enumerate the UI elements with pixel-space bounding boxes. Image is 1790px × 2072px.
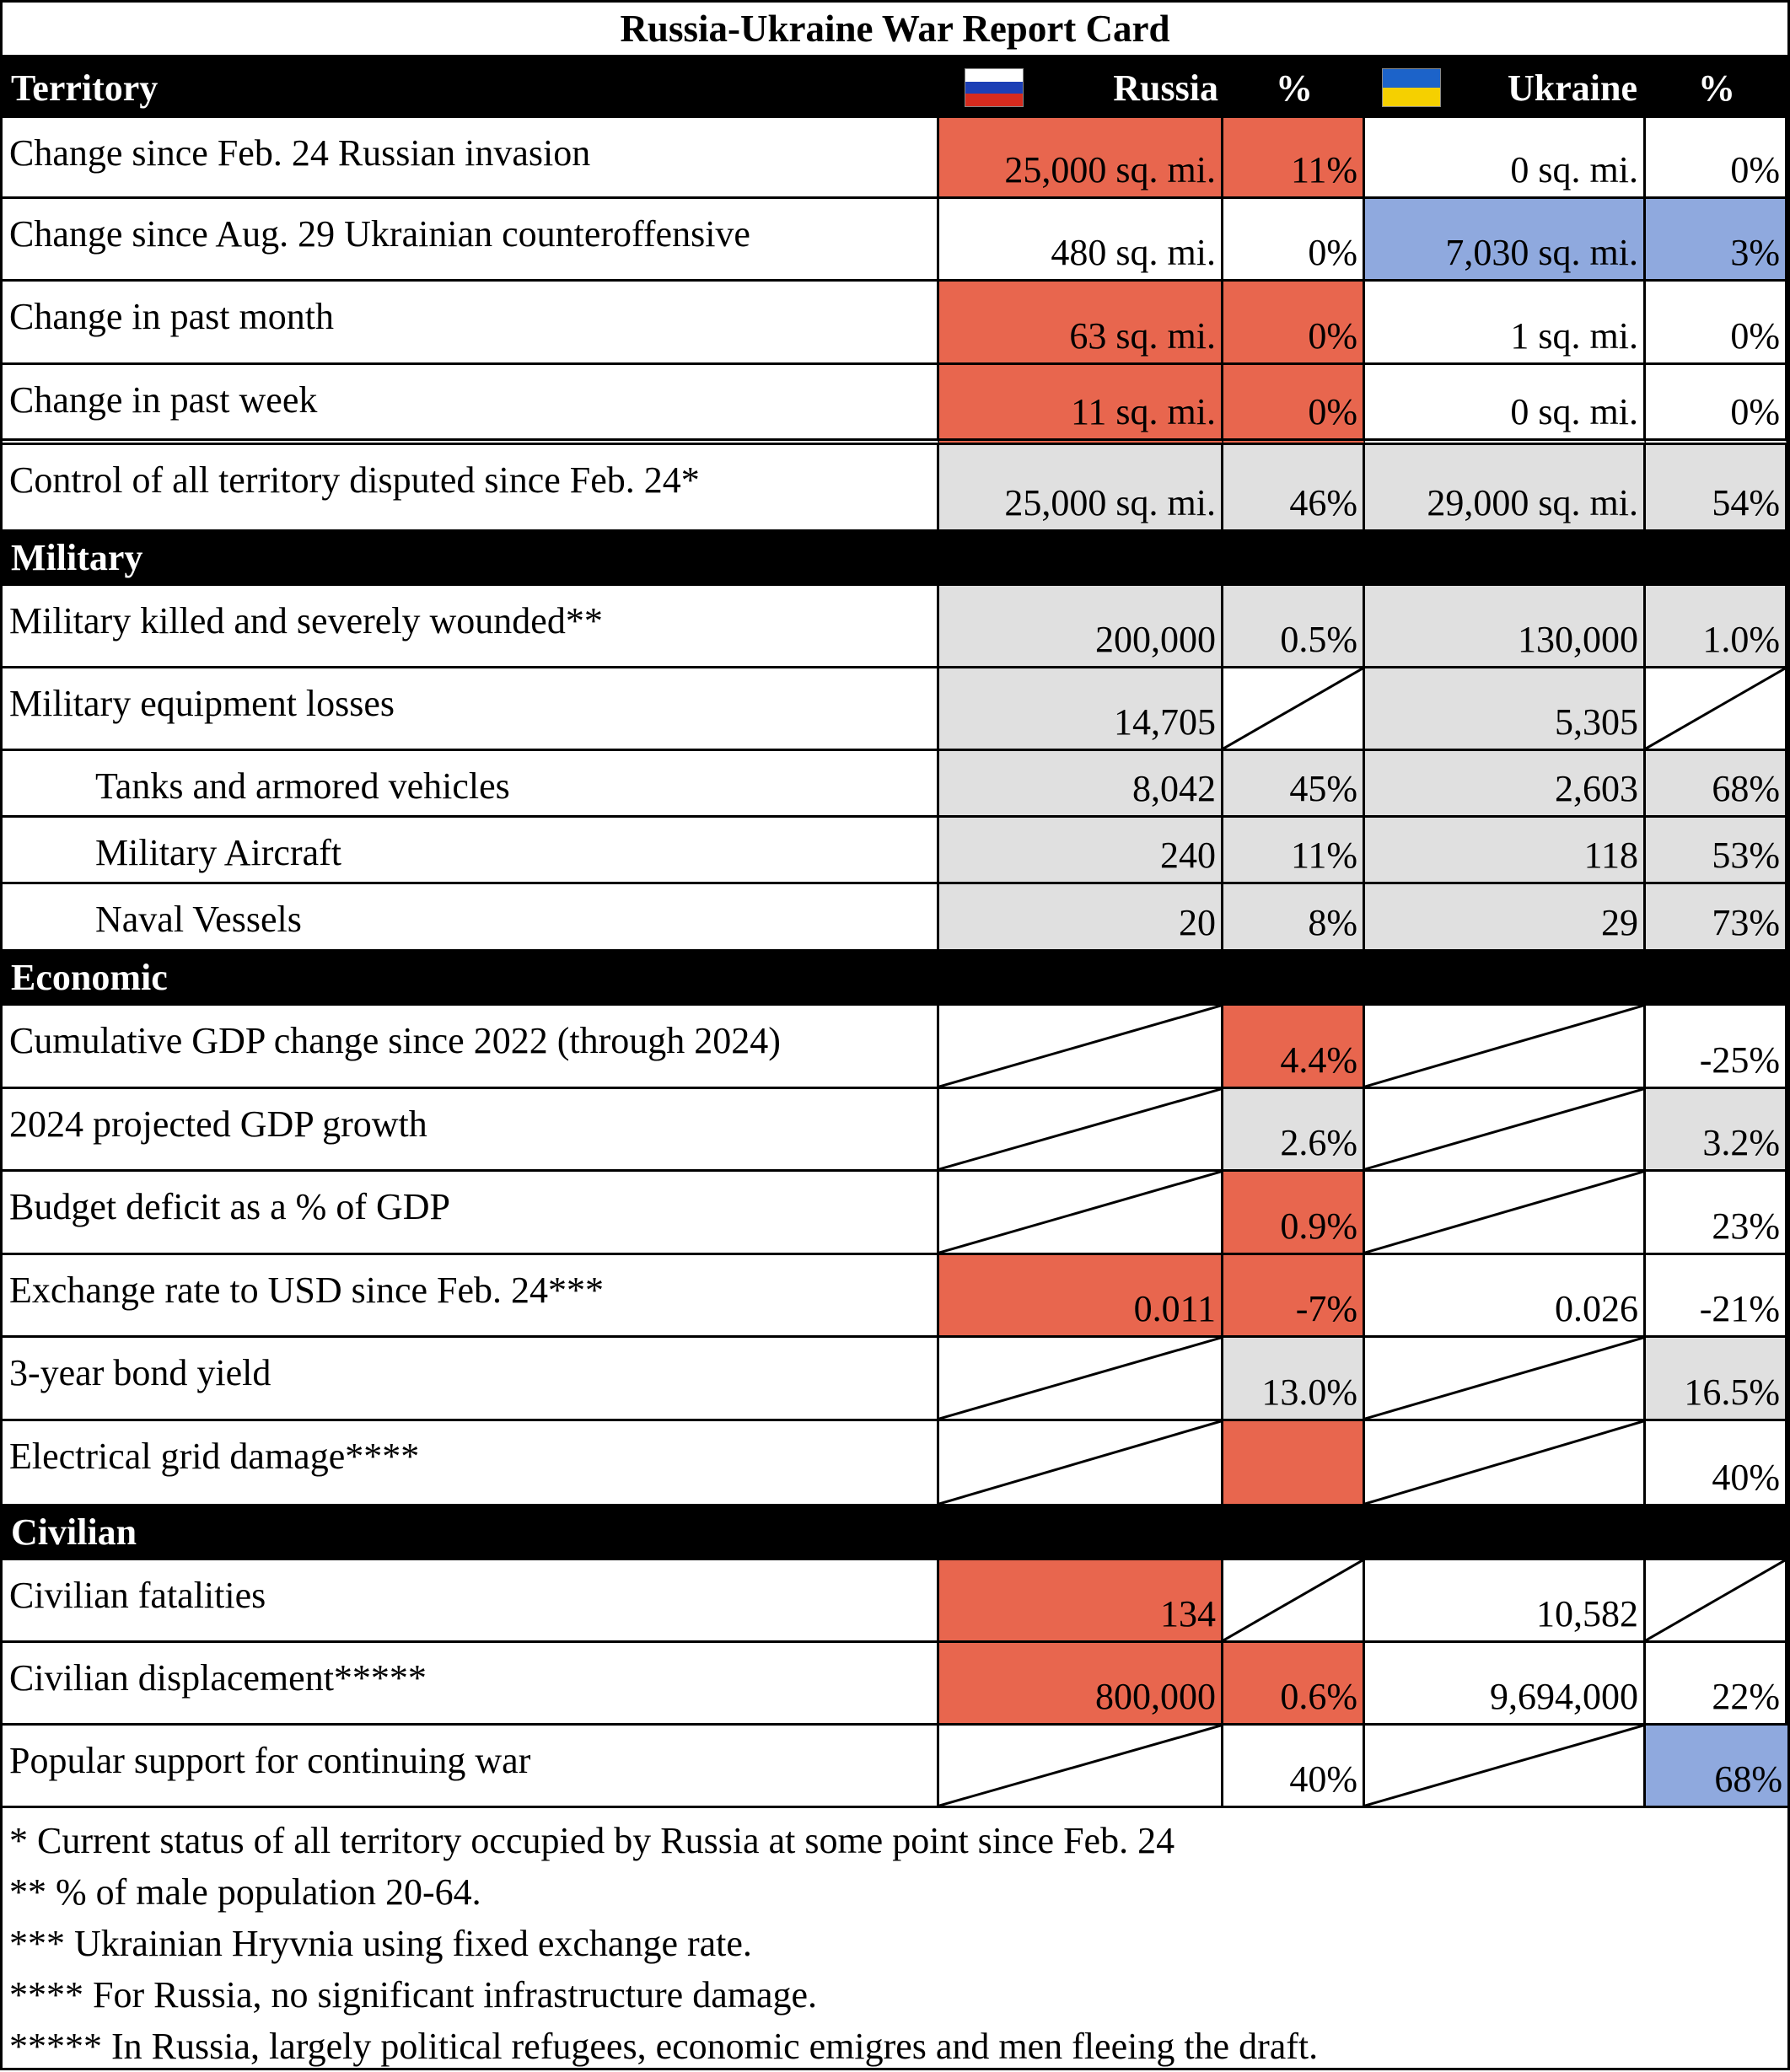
russia-pct: 2.6% xyxy=(1223,1089,1365,1172)
russia-value: 240 xyxy=(939,818,1223,884)
row-label: Tanks and armored vehicles xyxy=(3,751,939,818)
footnote: **** For Russia, no significant infrastructure damage. xyxy=(9,1974,818,2016)
row-label: Change in past month xyxy=(3,282,939,365)
not-applicable-cell xyxy=(1646,1560,1787,1643)
ukraine-value: 0 sq. mi. xyxy=(1365,365,1646,445)
row-label: Popular support for continuing war xyxy=(3,1726,939,1808)
row-label: Change in past week xyxy=(3,365,939,445)
row-label: Civilian fatalities xyxy=(3,1560,939,1643)
ukraine-value: 0 sq. mi. xyxy=(1365,118,1646,199)
russia-value: 11 sq. mi. xyxy=(939,365,1223,445)
section-header-territory: Territory xyxy=(3,57,939,118)
ukraine-pct: 3.2% xyxy=(1646,1089,1787,1172)
russia-value: 0.011 xyxy=(939,1255,1223,1338)
row-label: Naval Vessels xyxy=(3,884,939,949)
russia-pct: 46% xyxy=(1223,445,1365,529)
russia-value: 200,000 xyxy=(939,586,1223,668)
not-applicable-cell xyxy=(1223,1560,1365,1643)
not-applicable-cell xyxy=(1365,1421,1646,1504)
row-label: Change since Aug. 29 Ukrainian counteroffensive xyxy=(3,199,939,282)
ukraine-pct: 40% xyxy=(1646,1421,1787,1504)
russia-value: 480 sq. mi. xyxy=(939,199,1223,282)
ukraine-pct: 68% xyxy=(1646,751,1787,818)
ukraine-pct: 54% xyxy=(1646,445,1787,529)
ukraine-pct: 0% xyxy=(1646,282,1787,365)
ukraine-pct-header: % xyxy=(1646,57,1787,118)
row-label: Military equipment losses xyxy=(3,668,939,751)
ukraine-pct: 3% xyxy=(1646,199,1787,282)
russia-pct: 11% xyxy=(1223,818,1365,884)
not-applicable-cell xyxy=(939,1338,1223,1421)
russia-pct: 13.0% xyxy=(1223,1338,1365,1421)
ukraine-value: 0.026 xyxy=(1365,1255,1646,1338)
not-applicable-cell xyxy=(1646,668,1787,751)
ukraine-value: 1 sq. mi. xyxy=(1365,282,1646,365)
ukraine-pct: 22% xyxy=(1646,1643,1787,1726)
row-label: Control of all territory disputed since Feb. 24* xyxy=(3,445,939,529)
ukraine-value: 130,000 xyxy=(1365,586,1646,668)
ukraine-flag-icon xyxy=(1382,68,1441,107)
footnote: *** Ukrainian Hryvnia using fixed exchange rate. xyxy=(9,1923,752,1964)
ukraine-pct: 53% xyxy=(1646,818,1787,884)
not-applicable-cell xyxy=(939,1089,1223,1172)
russia-pct: 8% xyxy=(1223,884,1365,949)
russia-pct: 4.4% xyxy=(1223,1006,1365,1089)
ukraine-value: 10,582 xyxy=(1365,1560,1646,1643)
footnotes xyxy=(3,1808,1787,2072)
ukraine-column-header xyxy=(1365,57,1646,118)
russia-value: 800,000 xyxy=(939,1643,1223,1726)
russia-pct: 40% xyxy=(1223,1726,1365,1808)
section-header-military: Military xyxy=(3,529,1787,586)
russia-pct: -7% xyxy=(1223,1255,1365,1338)
row-label: Military killed and severely wounded** xyxy=(3,586,939,668)
section-header-civilian: Civilian xyxy=(3,1504,1787,1560)
ukraine-value: 29 xyxy=(1365,884,1646,949)
russia-value: 63 sq. mi. xyxy=(939,282,1223,365)
row-label: Civilian displacement***** xyxy=(3,1643,939,1726)
russia-value: 25,000 sq. mi. xyxy=(939,118,1223,199)
row-label: Change since Feb. 24 Russian invasion xyxy=(3,118,939,199)
footnote: * Current status of all territory occupied by Russia at some point since Feb. 24 xyxy=(9,1820,1175,1861)
not-applicable-cell xyxy=(939,1006,1223,1089)
russia-column-label: Russia xyxy=(1113,67,1218,109)
ukraine-pct: 23% xyxy=(1646,1172,1787,1255)
ukraine-pct: -21% xyxy=(1646,1255,1787,1338)
row-label: 3-year bond yield xyxy=(3,1338,939,1421)
ukraine-pct: -25% xyxy=(1646,1006,1787,1089)
ukraine-column-label: Ukraine xyxy=(1508,67,1637,109)
russia-value: 14,705 xyxy=(939,668,1223,751)
ukraine-pct: 0% xyxy=(1646,365,1787,445)
not-applicable-cell xyxy=(1365,1006,1646,1089)
russia-pct: 45% xyxy=(1223,751,1365,818)
russia-pct: 0% xyxy=(1223,365,1365,445)
ukraine-value: 2,603 xyxy=(1365,751,1646,818)
ukraine-value: 118 xyxy=(1365,818,1646,884)
ukraine-value: 29,000 sq. mi. xyxy=(1365,445,1646,529)
not-applicable-cell xyxy=(939,1172,1223,1255)
russia-pct: 0% xyxy=(1223,282,1365,365)
russia-pct: 0.5% xyxy=(1223,586,1365,668)
not-applicable-cell xyxy=(1223,668,1365,751)
russia-column-header xyxy=(939,57,1223,118)
russia-value: 8,042 xyxy=(939,751,1223,818)
report-table xyxy=(3,57,1787,1808)
ukraine-value: 9,694,000 xyxy=(1365,1643,1646,1726)
russia-pct: 0% xyxy=(1223,199,1365,282)
ukraine-pct: 16.5% xyxy=(1646,1338,1787,1421)
russia-value: 134 xyxy=(939,1560,1223,1643)
not-applicable-cell xyxy=(1365,1338,1646,1421)
not-applicable-cell xyxy=(1365,1089,1646,1172)
row-label: Exchange rate to USD since Feb. 24*** xyxy=(3,1255,939,1338)
russia-flag-icon xyxy=(965,68,1024,107)
footnote: ** % of male population 20-64. xyxy=(9,1871,481,1913)
row-label: Budget deficit as a % of GDP xyxy=(3,1172,939,1255)
ukraine-pct: 68% xyxy=(1646,1726,1787,1808)
row-label: Electrical grid damage**** xyxy=(3,1421,939,1504)
row-label: Cumulative GDP change since 2022 (through 2024) xyxy=(3,1006,939,1089)
not-applicable-cell xyxy=(939,1726,1223,1808)
russia-pct: 0.9% xyxy=(1223,1172,1365,1255)
ukraine-pct: 0% xyxy=(1646,118,1787,199)
ukraine-pct: 1.0% xyxy=(1646,586,1787,668)
russia-pct xyxy=(1223,1421,1365,1504)
ukraine-value: 7,030 sq. mi. xyxy=(1365,199,1646,282)
row-label: 2024 projected GDP growth xyxy=(3,1089,939,1172)
not-applicable-cell xyxy=(1365,1726,1646,1808)
not-applicable-cell xyxy=(939,1421,1223,1504)
row-label: Military Aircraft xyxy=(3,818,939,884)
ukraine-value: 5,305 xyxy=(1365,668,1646,751)
russia-value: 25,000 sq. mi. xyxy=(939,445,1223,529)
russia-pct-header: % xyxy=(1223,57,1365,118)
section-header-economic: Economic xyxy=(3,949,1787,1006)
footnote: ***** In Russia, largely political refugees, economic emigres and men fleeing the draft. xyxy=(9,2026,1319,2067)
russia-pct: 11% xyxy=(1223,118,1365,199)
not-applicable-cell xyxy=(1365,1172,1646,1255)
russia-value: 20 xyxy=(939,884,1223,949)
report-title: Russia-Ukraine War Report Card xyxy=(3,3,1787,57)
russia-pct: 0.6% xyxy=(1223,1643,1365,1726)
ukraine-pct: 73% xyxy=(1646,884,1787,949)
